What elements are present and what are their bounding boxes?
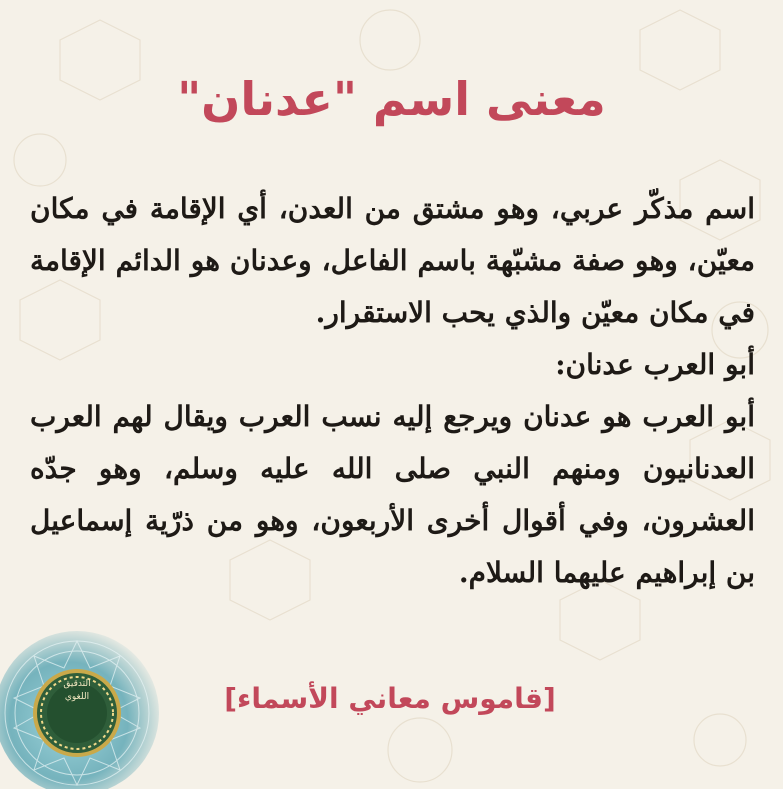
paragraph-subheading: أبو العرب عدنان: [555,348,755,381]
logo-emblem [0,628,170,789]
source-label: [قاموس معاني الأسماء] [224,682,556,715]
logo-text-line2: اللغوي [64,692,90,702]
paragraph-lineage: أبو العرب هو عدنان ويرجع إليه نسب العرب ويقال لهم العرب العدنانيون ومنهم النبي صلى الله عليه وسلم، وهو جدّه العشرون، وفي أقوال أخرى الأربعون، وهو من ذرّية إسماعيل بن إبراهيم عليهما السلام. [30,400,755,589]
paragraph-meaning: اسم مذكّر عربي، وهو مشتق من العدن، أي الإقامة في مكان معيّن، وهو صفة مشبّهة باسم الفاعل، وعدنان هو الدائم الإقامة في مكان معيّن والذي يحب الاستقرار. [30,192,755,329]
page-title: معنى اسم "عدنان" [177,72,606,126]
logo-text [50,678,104,704]
article-body [30,183,755,599]
logo-text-line1: التدقيق [63,679,91,689]
